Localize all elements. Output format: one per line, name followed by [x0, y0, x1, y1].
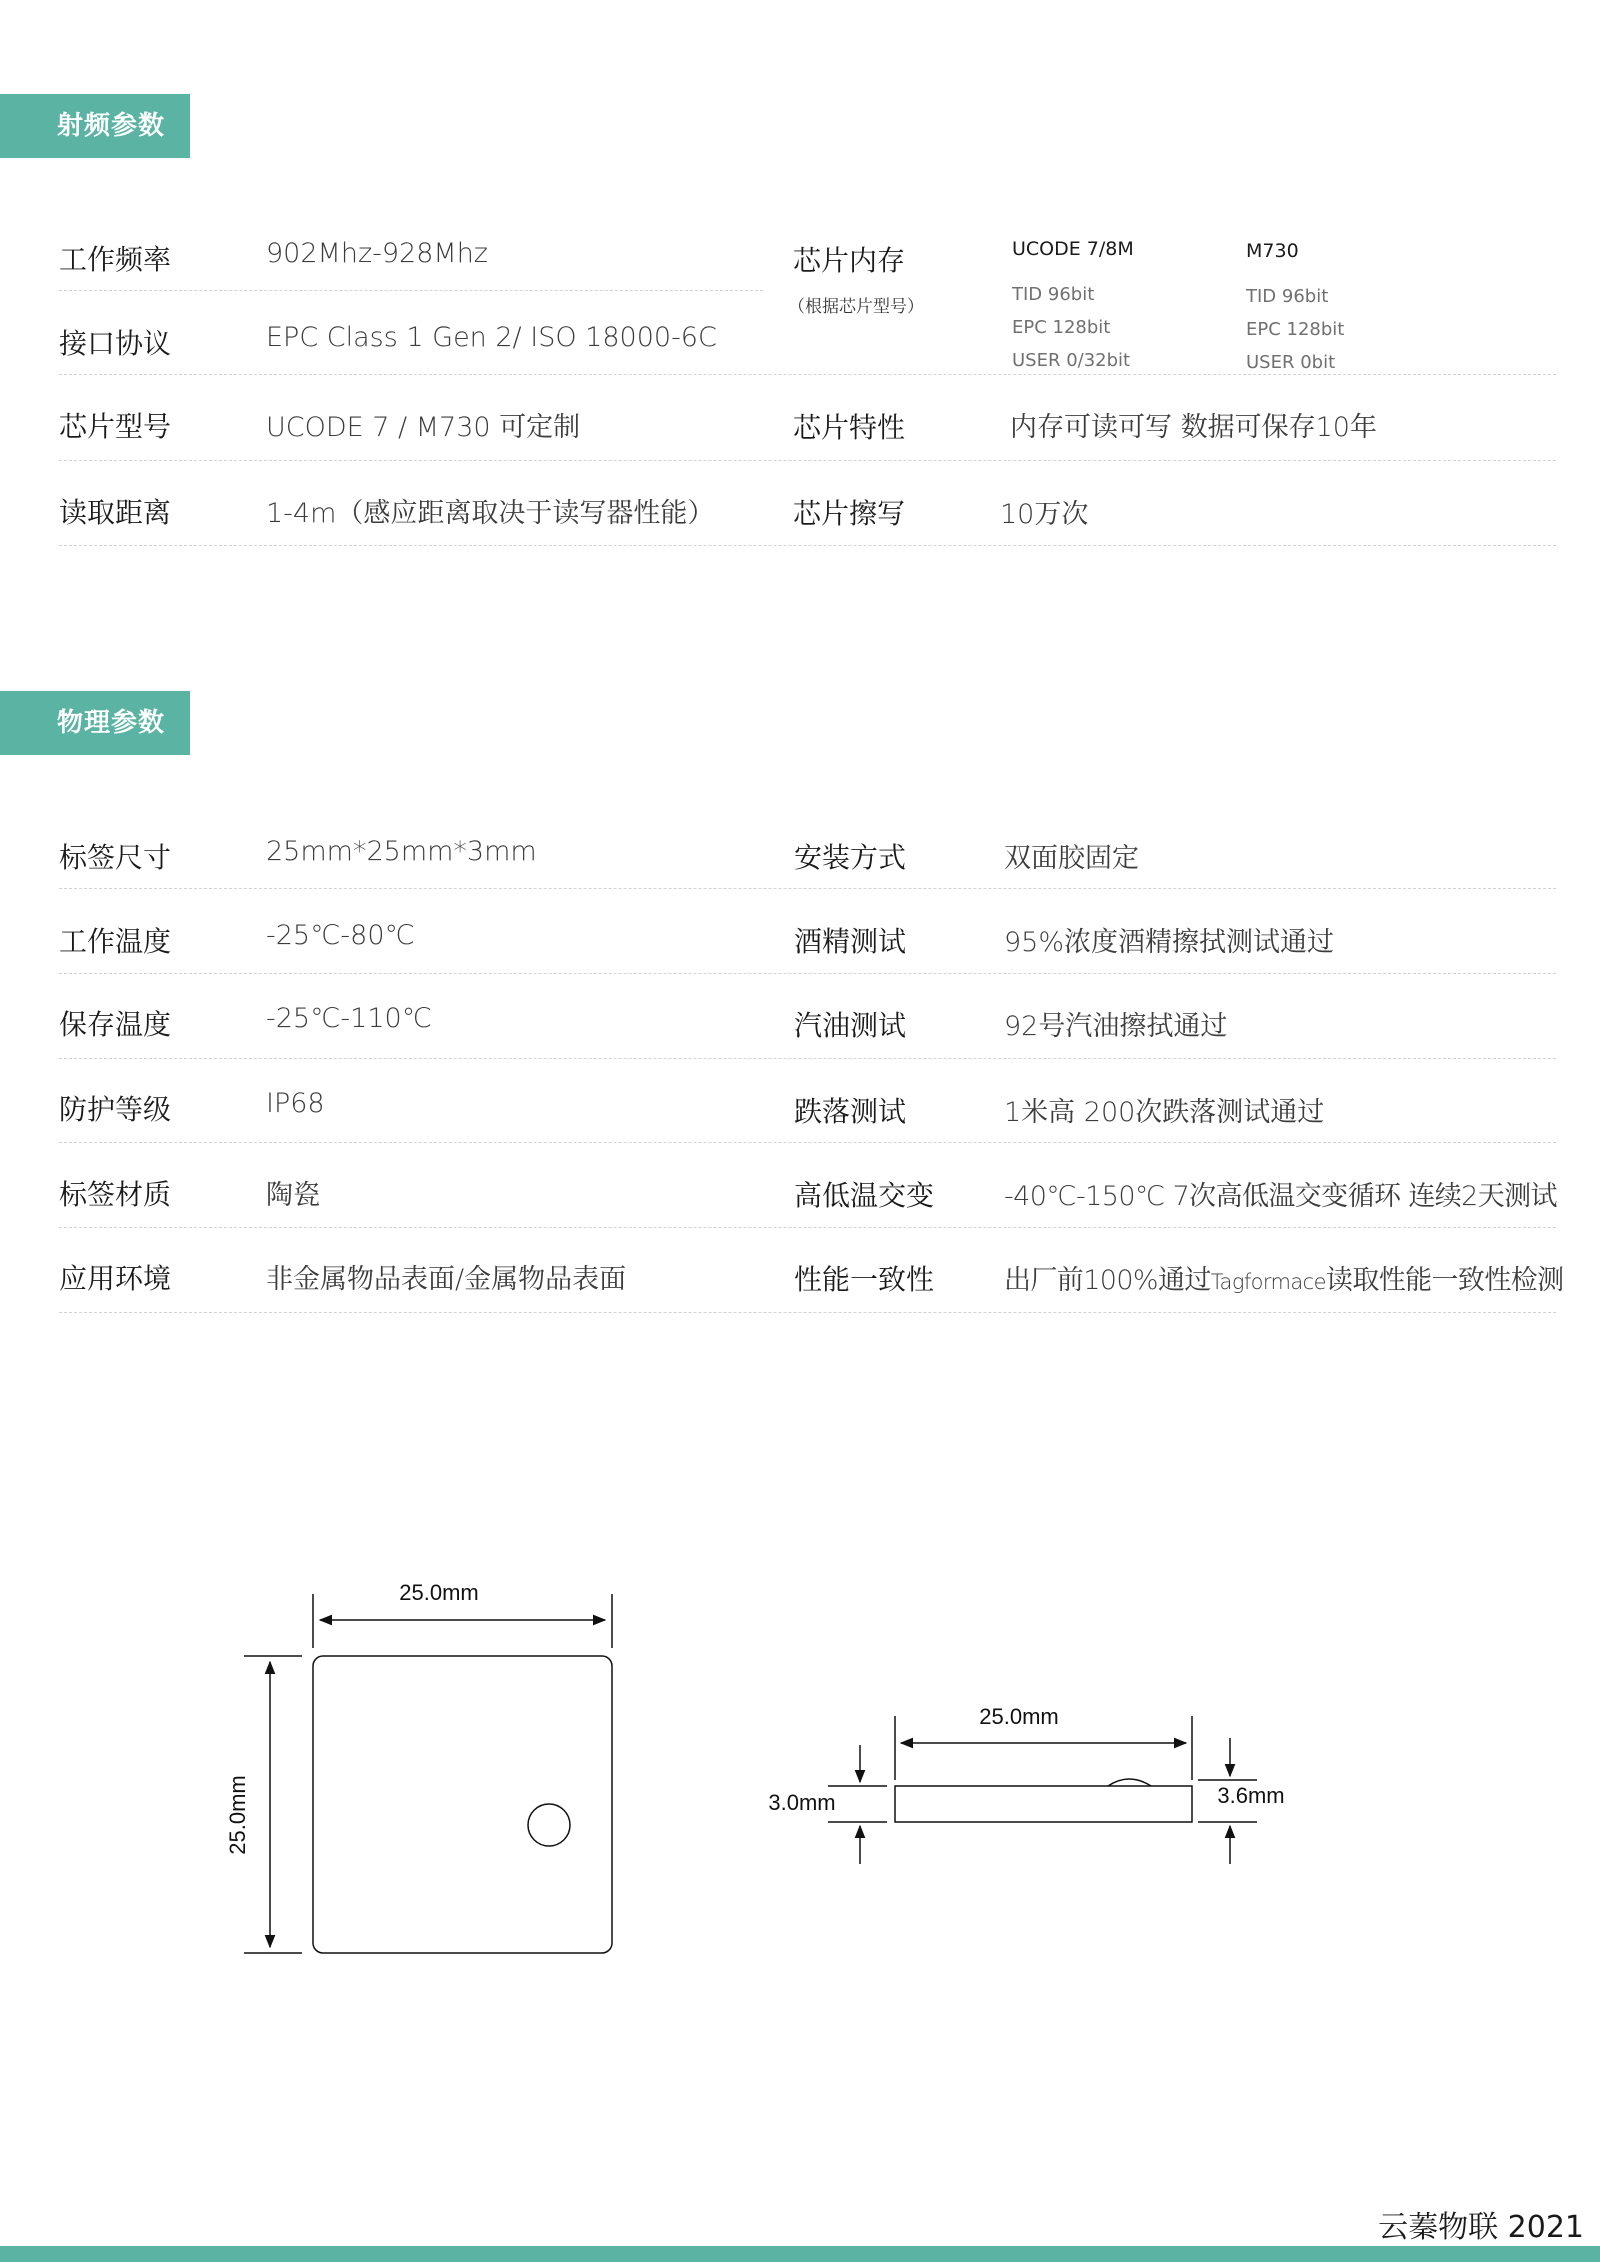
footer-brand: 云蓁物联 2021	[1378, 2210, 1584, 2245]
spec-value-environment: 非金属物品表面/金属物品表面	[266, 1264, 627, 1295]
spec-value-thermal-cycle: -40℃-150℃ 7次高低温交变循环 连续2天测试	[1004, 1181, 1557, 1212]
spec-label-protocol: 接口协议	[59, 327, 172, 360]
top-width-label: 25.0mm	[399, 1580, 479, 1605]
spec-value-mounting: 双面胶固定	[1004, 843, 1139, 874]
rf-section-title: 射频参数	[0, 94, 190, 158]
chip-col-m730-name: M730	[1246, 240, 1299, 262]
consistency-text-brand: Tagformace	[1210, 1270, 1326, 1294]
side-total-label: 3.6mm	[1217, 1783, 1285, 1808]
spec-label-thermal-cycle: 高低温交变	[794, 1179, 935, 1212]
chip-col-m730-item: EPC 128bit	[1246, 319, 1345, 340]
tag-side-view-outline	[895, 1786, 1192, 1822]
consistency-text-pre: 出厂前100%通过	[1004, 1265, 1211, 1296]
spec-label-environment: 应用环境	[59, 1262, 172, 1295]
spec-value-alcohol-test: 95%浓度酒精擦拭测试通过	[1004, 927, 1335, 958]
spec-label-gasoline-test: 汽油测试	[794, 1009, 907, 1042]
spec-value-read-range: 1-4m（感应距离取决于读写器性能）	[266, 498, 715, 529]
spec-value-size: 25mm*25mm*3mm	[266, 836, 537, 867]
spec-label-chip-erase: 芯片擦写	[793, 497, 906, 530]
chip-col-ucode-name: UCODE 7/8M	[1012, 238, 1134, 260]
chip-col-m730-item: TID 96bit	[1246, 286, 1329, 307]
top-height-label: 25.0mm	[225, 1775, 250, 1855]
spec-value-material: 陶瓷	[266, 1180, 320, 1211]
chip-col-m730-item: USER 0bit	[1246, 352, 1336, 373]
spec-label-storage-temp: 保存温度	[59, 1008, 172, 1041]
chip-col-ucode-item: EPC 128bit	[1012, 317, 1111, 338]
spec-label-working-temp: 工作温度	[59, 925, 172, 958]
spec-value-chip-model: UCODE 7 / M730 可定制	[266, 412, 581, 443]
spec-label-mounting: 安装方式	[794, 841, 907, 874]
spec-value-drop-test: 1米高 200次跌落测试通过	[1004, 1097, 1325, 1128]
spec-value-chip-erase: 10万次	[1000, 499, 1089, 530]
spec-value-storage-temp: -25℃-110℃	[266, 1003, 433, 1034]
spec-label-protection: 防护等级	[59, 1093, 172, 1126]
spec-value-working-temp: -25℃-80℃	[266, 920, 415, 951]
footer-bar	[0, 2246, 1600, 2262]
tag-top-view-outline	[313, 1656, 612, 1953]
spec-label-size: 标签尺寸	[59, 841, 172, 874]
spec-label-material: 标签材质	[59, 1178, 172, 1211]
physical-section-title: 物理参数	[0, 691, 190, 755]
chip-col-ucode-item: TID 96bit	[1012, 284, 1095, 305]
spec-label-chip-feature: 芯片特性	[793, 411, 906, 444]
spec-label-consistency: 性能一致性	[794, 1263, 935, 1296]
chip-col-ucode-item: USER 0/32bit	[1012, 350, 1131, 371]
spec-label-read-range: 读取距离	[59, 496, 172, 529]
tag-hole	[528, 1804, 570, 1846]
consistency-text-post: 读取性能一致性检测	[1325, 1265, 1564, 1296]
side-thickness-label: 3.0mm	[768, 1790, 836, 1815]
spec-value-protocol: EPC Class 1 Gen 2/ ISO 18000-6C	[266, 322, 717, 353]
spec-value-protection: IP68	[266, 1088, 325, 1119]
spec-label-chip-model: 芯片型号	[59, 410, 172, 443]
spec-label-frequency: 工作频率	[59, 243, 172, 276]
spec-label-alcohol-test: 酒精测试	[794, 925, 907, 958]
spec-label-drop-test: 跌落测试	[794, 1095, 907, 1128]
spec-value-chip-feature: 内存可读可写 数据可保存10年	[1010, 412, 1377, 443]
spec-label-chip-memory: 芯片内存	[793, 244, 906, 277]
chip-memory-note: （根据芯片型号）	[788, 297, 924, 317]
side-length-label: 25.0mm	[979, 1704, 1059, 1729]
spec-value-frequency: 902Mhz-928Mhz	[266, 238, 488, 269]
spec-value-gasoline-test: 92号汽油擦拭通过	[1004, 1011, 1228, 1042]
